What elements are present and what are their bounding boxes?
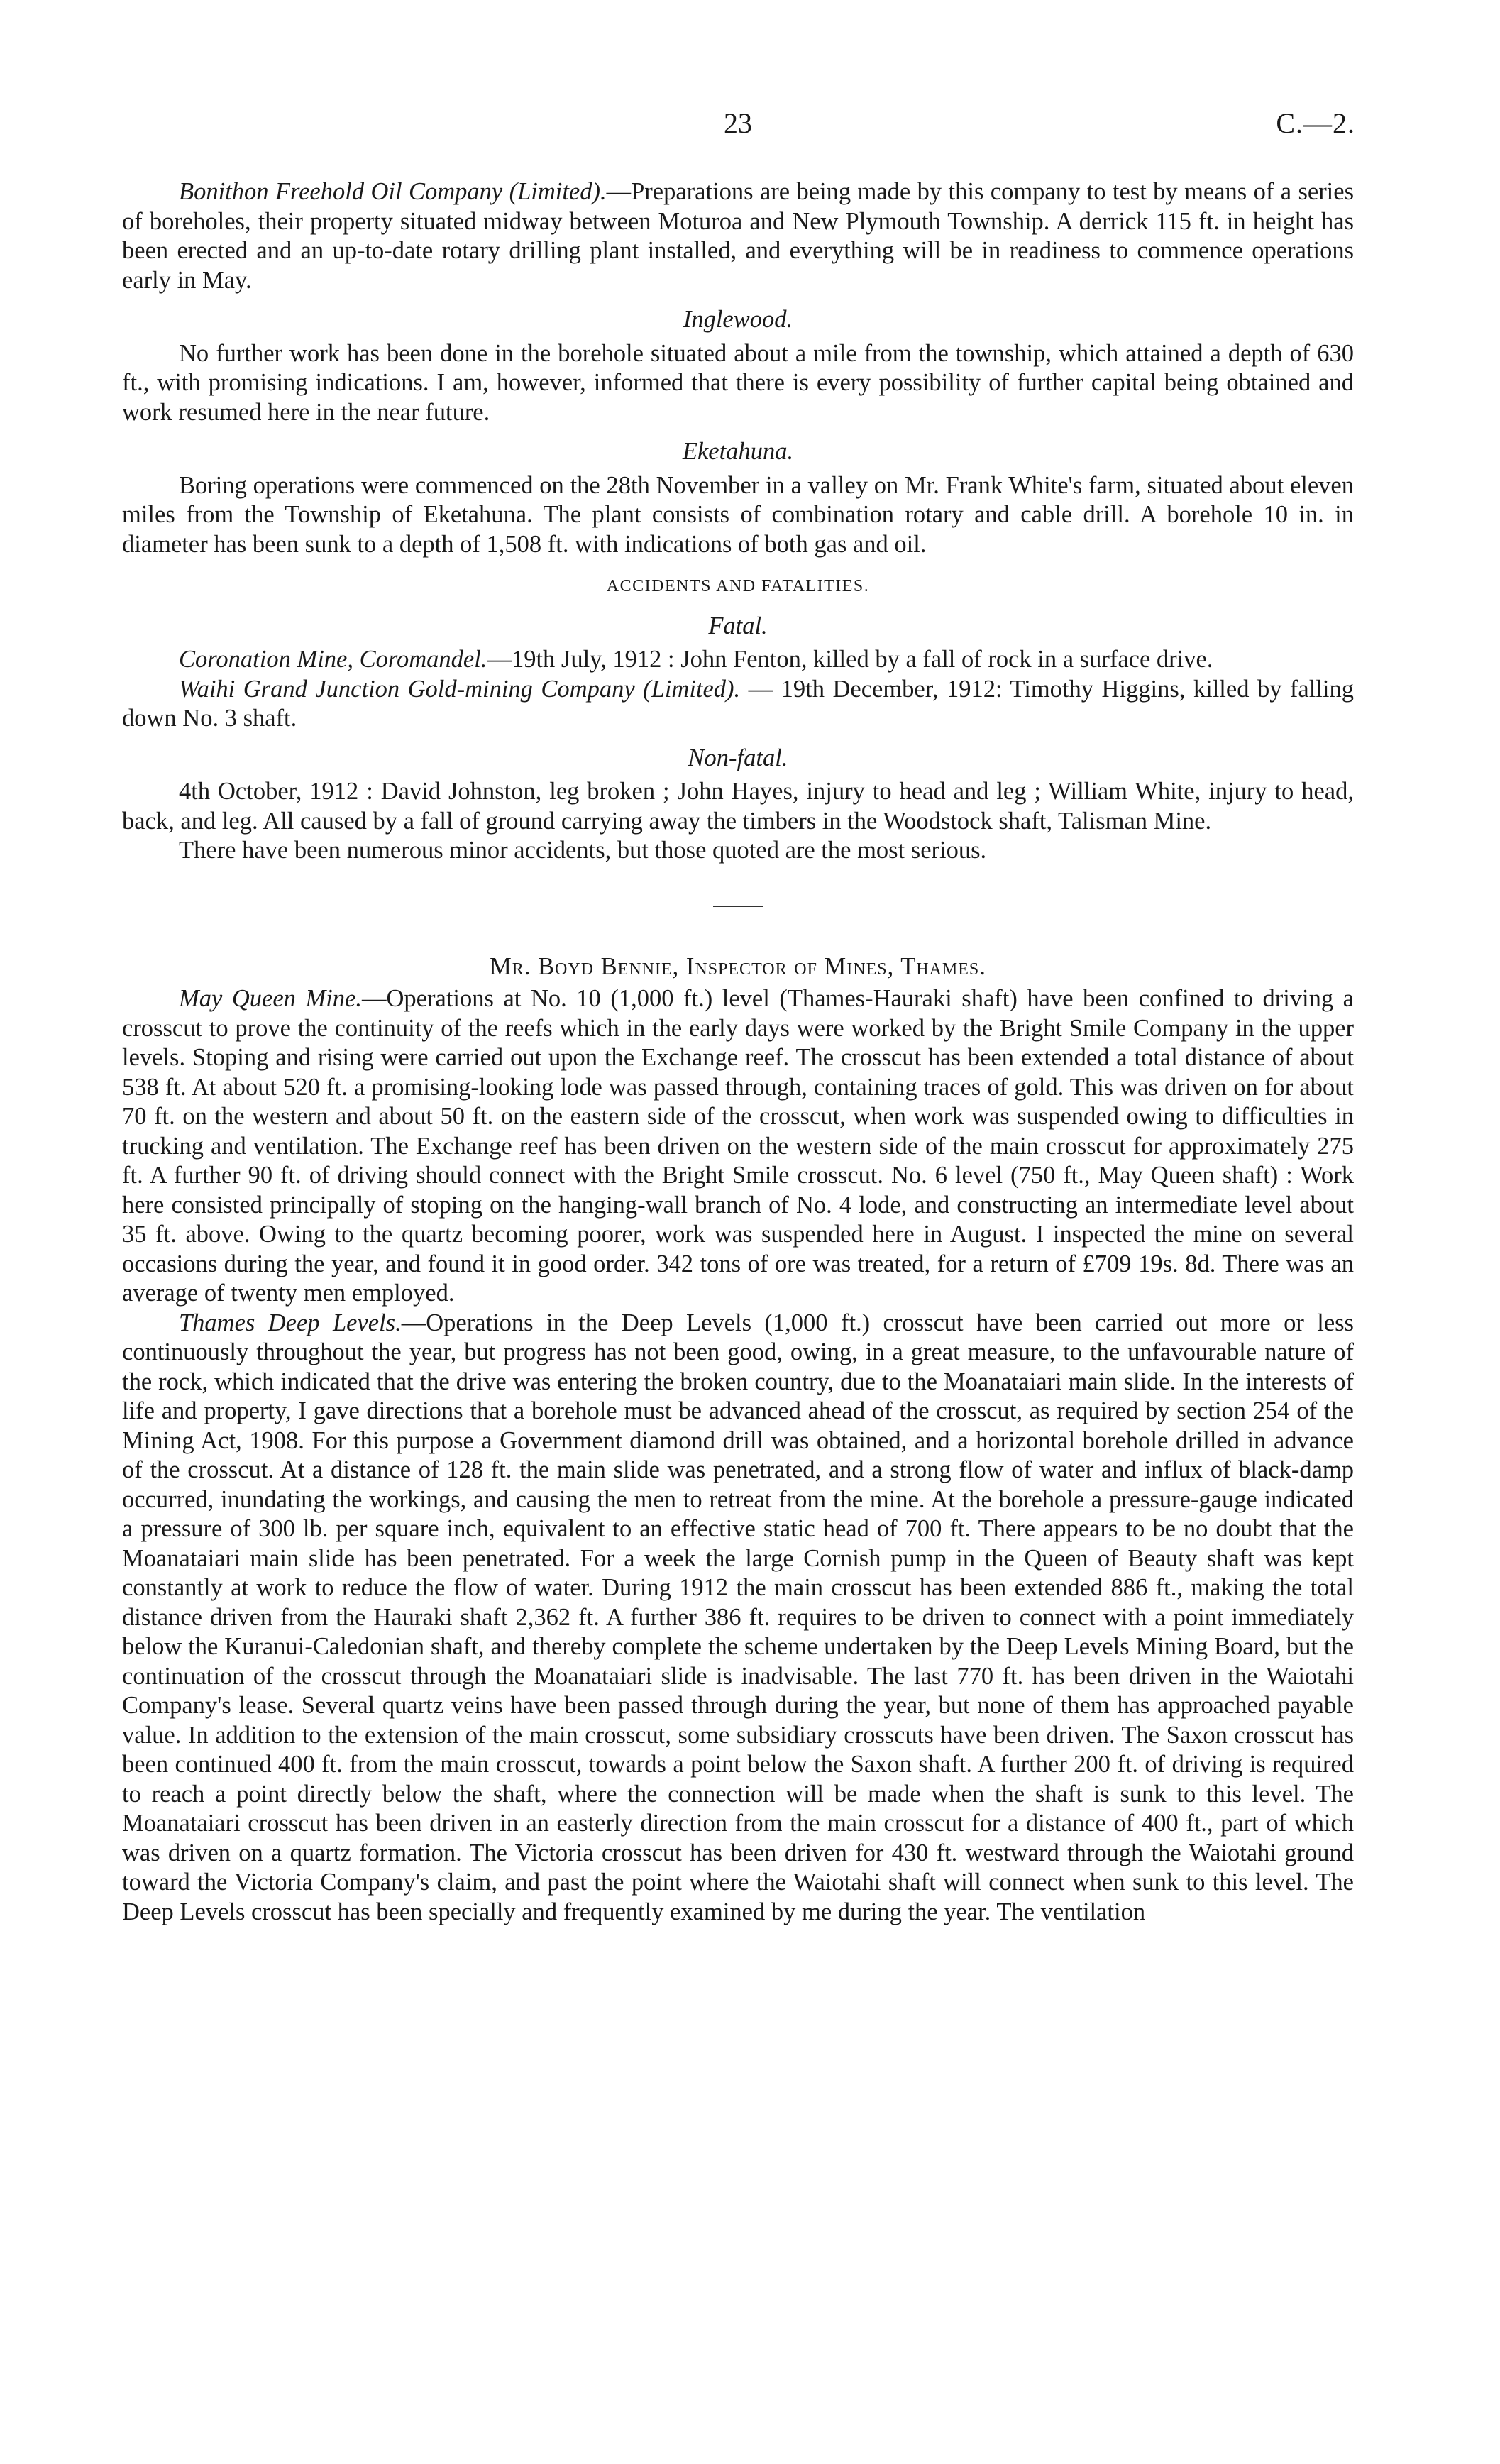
heading-nonfatal: Non-fatal. [688,744,788,771]
paragraph-inglewood: No further work has been done in the borehole situated about a mile from the township, which attained a depth of 630 ft., with promising indications. I am, however, informed that there is every possibility of further capital being obtained and work resumed here in the near future. [122,339,1354,426]
heading-fatal: Fatal. [708,612,768,639]
lead-thames-deep: Thames Deep Levels. [179,1309,402,1336]
paragraph-eketahuna: Boring operations were commenced on the 28th November in a valley on Mr. Frank White's farm, situated about eleven miles from the Township of Eketahuna. The plant consists of combination rotary and cable drill. A borehole 10 in. in diameter has been sunk to a depth of 1,508 ft. with indications of both gas and oil. [122,471,1354,558]
paragraph-thames-deep [122,1309,1354,1927]
text-may-queen: —Operations at No. 10 (1,000 ft.) level (Thames-Hauraki shaft) have been confined to driving a crosscut to prove the continuity of the reefs which in the early days were worked by the Bright Smile Company in the upper levels. Stoping and rising were carried out upon the Exchange reef. The crosscut has been extended a total distance of about 538 ft. At about 520 ft. a promising-looking lode was passed through, containing traces of gold. This was driven on for about 70 ft. on the western and about 50 ft. on the eastern side of the crosscut, when work was suspended owing to difficulties in trucking and ventilation. The Exchange reef has been driven on the western side of the main crosscut for approximately 275 ft. A further 90 ft. of driving should connect with the Bright Smile crosscut. No. 6 level (750 ft., May Queen shaft) : Work here consisted principally of stoping on the hanging-wall branch of No. 4 lode, and constructing an intermediate level about 35 ft. above. Owing to the quartz becoming poorer, work was suspended here in August. I inspected the mine on several occasions during the year, and found it in good order. 342 tons of ore was treated, for a return of £709 19s. 8d. There was an average of twenty men employed. [122,985,1354,1307]
paragraph-fatal-waihi [122,675,1354,734]
lead-coronation: Coronation Mine, Coromandel. [179,646,487,673]
page-header [121,106,1355,149]
text-thames-deep: —Operations in the Deep Levels (1,000 ft.) crosscut have been carried out more or less continuously throughout the year, but progress has not been good, owing, in a great measure, to the unfavourable nature of the rock, which indicated that the drive was entering the broken country, due to the Moanataiari main slide. In the interests of life and property, I gave directions that a borehole must be advanced ahead of the crosscut, as required by section 254 of the Mining Act, 1908. For this purpose a Government diamond drill was obtained, and a horizontal borehole drilled in advance of the crosscut. At a distance of 128 ft. the main slide was penetrated, and a strong flow of water and influx of black-damp occurred, inundating the workings, and causing the men to retreat from the mine. At the borehole a pressure-gauge indicated a pressure of 300 lb. per square inch, equivalent to an effective static head of 700 ft. There appears to be no doubt that the Moanataiari main slide has been penetrated. For a week the large Cornish pump in the Queen of Beauty shaft was kept constantly at work to reduce the flow of water. During 1912 the main crosscut has been extended 886 ft., making the total distance driven from the Hauraki shaft 2,362 ft. A further 386 ft. requires to be driven to connect with a point immediately below the Kuranui-Caledonian shaft, and thereby complete the scheme undertaken by the Deep Levels Mining Board, but the continuation of the crosscut through the Moanataiari slide is inadvisable. The last 770 ft. has been driven in the Waiotahi Company's lease. Several quartz veins have been passed through during the year, but none of them has approached payable value. In addition to the extension of the main crosscut, some subsidiary crosscuts have been driven. The Saxon crosscut has been continued 400 ft. from the main crosscut, towards a point below the Saxon shaft. A further 200 ft. of driving is required to reach a point directly below the shaft, where the connection will be made when the shaft is sunk to this level. The Moanataiari crosscut has been driven in an easterly direction from the main crosscut for a distance of 400 ft., part of which was driven on a quartz formation. The Victoria crosscut has been driven for 430 ft. westward through the Waiotahi ground toward the Victoria Company's claim, and past the point where the Waiotahi shaft will connect when sunk to this level. The Deep Levels crosscut has been specially and frequently examined by me during the year. The ventilation [122,1309,1354,1925]
document-body [122,177,1354,1927]
lead-bonithon: Bonithon Freehold Oil Company (Limited). [179,178,607,205]
lead-waihi: Waihi Grand Junction Gold-mining Company (Limited). [179,675,741,703]
heading-inglewood: Inglewood. [683,306,793,333]
paragraph-accidents-closing: There have been numerous minor accidents, but those quoted are the most serious. [179,837,987,864]
paragraph-may-queen [122,984,1354,1309]
section-divider [713,906,763,907]
paragraph-fatal-coronation [122,645,1354,675]
document-reference: C.—2. [1276,107,1355,139]
paragraph-bonithon [122,177,1354,295]
lead-may-queen: May Queen Mine. [179,985,362,1012]
heading-eketahuna: Eketahuna. [682,438,794,465]
heading-inspector: Mr. Boyd Bennie, Inspector of Mines, Thames. [490,952,986,980]
paragraph-nonfatal: 4th October, 1912 : David Johnston, leg broken ; John Hayes, injury to head and leg ; William White, injury to head, back, and leg. All caused by a fall of ground carrying away the timbers in the Woodstock shaft, Talisman Mine. [122,778,1354,835]
heading-accidents: ACCIDENTS AND FATALITIES. [606,577,870,595]
page-number: 23 [724,107,752,139]
text-bonithon: —Preparations are being made by this company to test by means of a series of boreholes, their property situated midway between Moturoa and New Plymouth Township. A derrick 115 ft. in height has been erected and an up-to-date rotary drilling plant installed, and everything will be in readiness to commence operations early in May. [122,178,1355,294]
text-waihi: — 19th December, 1912: Timothy Higgins, killed by falling down No. 3 shaft. [122,675,1354,732]
text-coronation: —19th July, 1912 : John Fenton, killed by a fall of rock in a surface drive. [487,646,1213,673]
